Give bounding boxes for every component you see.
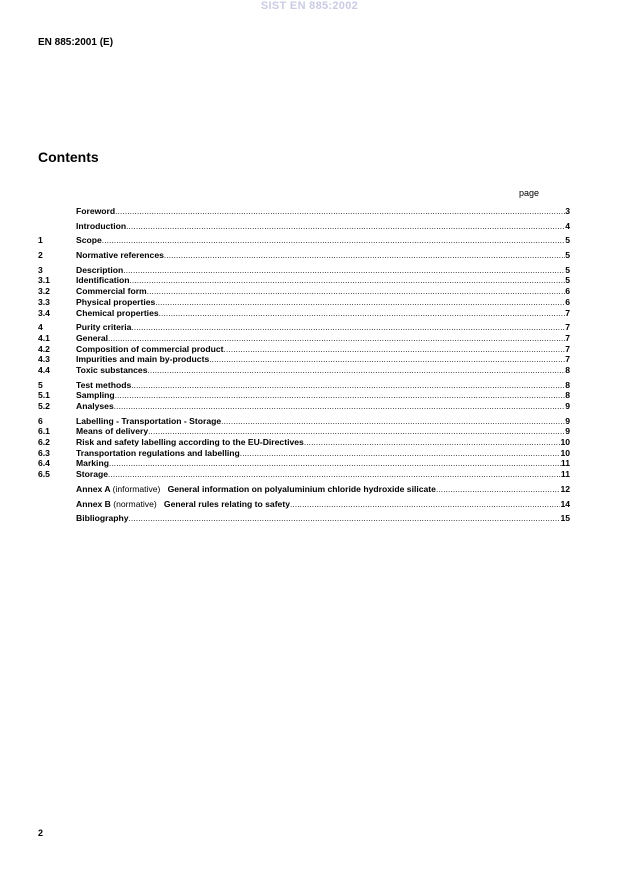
- toc-entry-number: 4.1: [38, 332, 50, 343]
- toc-entry-title: [76, 344, 224, 354]
- toc-leader-dots: [108, 334, 565, 343]
- toc-group: [38, 206, 570, 217]
- toc-entry-title: [76, 365, 147, 375]
- toc-entry-title: [76, 322, 131, 332]
- toc-entry-number: 3.2: [38, 286, 50, 297]
- toc-leader-dots: [221, 417, 565, 426]
- toc-entry-annex-title: General rules relating to safety: [163, 498, 290, 509]
- toc-entry[interactable]: [38, 499, 570, 510]
- toc-entry-title-text: Annex A: [76, 483, 111, 494]
- toc-leader-dots: [109, 459, 561, 468]
- toc-entry-annex-title: General information on polyaluminium chloride hydroxide silicate: [167, 483, 436, 494]
- watermark: SIST EN 885:2002: [260, 0, 359, 12]
- toc-entry[interactable]: [38, 513, 570, 524]
- toc-entry-title-text: Toxic substances: [76, 364, 148, 375]
- toc-entry[interactable]: [38, 365, 570, 376]
- toc-entry[interactable]: [38, 265, 570, 276]
- toc-entry-title-text: Identification: [76, 275, 130, 286]
- toc-leader-dots: [290, 500, 560, 509]
- toc-entry-title-text: Foreword: [76, 206, 116, 216]
- toc-entry-title-text: Marking: [76, 458, 109, 469]
- toc-entry[interactable]: [38, 484, 570, 495]
- toc-leader-dots: [147, 287, 566, 296]
- toc-entry-page: 6: [565, 296, 570, 307]
- toc-entry-title: [76, 426, 148, 436]
- toc-entry-title-text: Purity criteria: [76, 322, 132, 333]
- toc-group: [38, 484, 570, 495]
- toc-entry-annex-type: (informative): [112, 483, 161, 494]
- table-of-contents: [38, 206, 570, 528]
- toc-entry-title: [76, 513, 129, 523]
- toc-entry[interactable]: [38, 206, 570, 217]
- toc-entry-page: 8: [565, 379, 570, 390]
- toc-entry-page: 3: [565, 206, 570, 216]
- toc-entry[interactable]: [38, 426, 570, 437]
- toc-entry[interactable]: [38, 344, 570, 355]
- page-column-label: page: [519, 188, 540, 198]
- toc-entry-number: 6.5: [38, 469, 50, 480]
- toc-leader-dots: [129, 276, 565, 285]
- toc-entry[interactable]: [38, 297, 570, 308]
- toc-entry-number: 3.1: [38, 275, 50, 286]
- toc-group: [38, 380, 570, 412]
- toc-entry-page: 7: [565, 354, 570, 365]
- toc-entry[interactable]: [38, 390, 570, 401]
- toc-entry-page: 12: [560, 483, 570, 494]
- toc-entry-number: 4.2: [38, 343, 50, 354]
- toc-entry-title: [76, 354, 209, 364]
- toc-entry-page: 8: [565, 390, 570, 401]
- toc-leader-dots: [131, 381, 565, 390]
- toc-entry-page: 7: [565, 307, 570, 318]
- toc-leader-dots: [126, 222, 565, 231]
- toc-entry[interactable]: [38, 221, 570, 232]
- toc-entry-page: 5: [565, 235, 570, 246]
- toc-leader-dots: [131, 323, 565, 332]
- toc-group: [38, 221, 570, 232]
- toc-entry-title: [76, 275, 129, 285]
- toc-entry-title-text: Labelling - Transportation - Storage: [76, 415, 222, 426]
- toc-leader-dots: [209, 355, 565, 364]
- toc-entry-title-text: Means of delivery: [76, 426, 149, 437]
- toc-entry-page: 9: [565, 426, 570, 437]
- toc-entry-page: 7: [565, 322, 570, 333]
- toc-entry-title-text: Physical properties: [76, 296, 156, 307]
- toc-group: [38, 416, 570, 480]
- toc-entry[interactable]: [38, 308, 570, 319]
- toc-entry-title: [76, 221, 126, 231]
- toc-group: [38, 235, 570, 246]
- toc-entry-number: 6.1: [38, 426, 50, 437]
- toc-entry[interactable]: [38, 416, 570, 427]
- toc-entry-title: [76, 308, 159, 318]
- toc-leader-dots: [224, 345, 566, 354]
- toc-entry-page: 7: [565, 332, 570, 343]
- toc-entry-number: 3: [38, 264, 43, 275]
- toc-entry-page: 11: [560, 458, 570, 469]
- toc-entry-title: [76, 437, 304, 447]
- toc-entry-page: 9: [565, 415, 570, 426]
- toc-entry-page: 15: [560, 513, 570, 524]
- toc-entry-number: 2: [38, 250, 43, 261]
- toc-entry-title-text: Normative references: [76, 250, 164, 261]
- toc-entry-title: [76, 484, 436, 494]
- toc-leader-dots: [123, 266, 565, 275]
- page-number: 2: [38, 828, 44, 838]
- toc-entry-page: 11: [560, 469, 570, 480]
- toc-group: [38, 322, 570, 375]
- toc-leader-dots: [436, 485, 561, 494]
- toc-entry-title-text: General: [76, 332, 109, 343]
- toc-entry-page: 4: [565, 220, 570, 231]
- toc-entry-title-text: Description: [76, 264, 124, 275]
- toc-leader-dots: [115, 207, 565, 216]
- toc-entry-number: 4.3: [38, 354, 50, 365]
- toc-entry-page: 9: [565, 401, 570, 411]
- toc-entry[interactable]: [38, 275, 570, 286]
- toc-entry-title: [76, 286, 147, 296]
- toc-entry-page: 10: [560, 447, 570, 458]
- toc-entry-title: [76, 499, 290, 509]
- toc-entry-title: [76, 401, 114, 411]
- toc-entry-title: [76, 458, 109, 468]
- toc-group: [38, 265, 570, 318]
- toc-group: [38, 499, 570, 510]
- toc-leader-dots: [304, 438, 561, 447]
- toc-entry-number: 6.3: [38, 447, 50, 458]
- toc-leader-dots: [129, 514, 561, 523]
- toc-entry-number: 6.2: [38, 437, 50, 448]
- toc-entry[interactable]: [38, 235, 570, 246]
- toc-entry-title: [76, 390, 115, 400]
- toc-entry-title-text: Commercial form: [76, 286, 147, 297]
- toc-entry-title: [76, 250, 164, 260]
- toc-entry-number: 5: [38, 379, 43, 390]
- contents-heading: Contents: [38, 149, 99, 165]
- toc-entry-title-text: Analyses: [76, 401, 114, 411]
- toc-entry-title-text: Test methods: [76, 379, 132, 390]
- toc-entry-title: [76, 416, 221, 426]
- toc-entry[interactable]: [38, 380, 570, 391]
- toc-leader-dots: [164, 251, 565, 260]
- toc-entry-title-text: Scope: [76, 235, 102, 246]
- toc-entry[interactable]: [38, 322, 570, 333]
- toc-entry-number: 4: [38, 322, 43, 333]
- toc-entry-title-text: Sampling: [76, 390, 115, 401]
- toc-entry-page: 5: [565, 264, 570, 275]
- toc-entry-page: 5: [565, 250, 570, 261]
- toc-entry-number: 4.4: [38, 364, 50, 375]
- toc-entry-number: 3.3: [38, 296, 50, 307]
- toc-entry[interactable]: [38, 250, 570, 261]
- toc-entry-title-text: Bibliography: [76, 513, 129, 524]
- toc-entry-page: 8: [565, 364, 570, 375]
- toc-entry[interactable]: [38, 437, 570, 448]
- toc-entry-title: [76, 235, 102, 245]
- toc-entry[interactable]: [38, 458, 570, 469]
- toc-entry[interactable]: [38, 286, 570, 297]
- toc-entry-title-text: Introduction: [76, 220, 127, 231]
- toc-entry-page: 10: [560, 437, 570, 448]
- toc-entry-page: 6: [565, 286, 570, 297]
- toc-leader-dots: [240, 449, 561, 458]
- toc-entry-title-text: Transportation regulations and labelling: [76, 447, 240, 458]
- toc-entry-title: [76, 297, 155, 307]
- toc-entry-annex-type: (normative): [113, 498, 157, 509]
- toc-leader-dots: [108, 470, 561, 479]
- toc-entry-page: 7: [565, 343, 570, 354]
- toc-entry-title: [76, 265, 123, 275]
- toc-entry-number: 3.4: [38, 307, 50, 318]
- toc-entry-page: 14: [560, 498, 570, 509]
- toc-entry-title: [76, 448, 240, 458]
- toc-entry-title-text: Chemical properties: [76, 307, 159, 318]
- toc-leader-dots: [102, 236, 565, 245]
- toc-entry-title-text: Storage: [76, 469, 108, 480]
- toc-leader-dots: [114, 402, 565, 411]
- toc-entry-number: 5.1: [38, 390, 50, 401]
- toc-entry[interactable]: [38, 333, 570, 344]
- toc-leader-dots: [155, 298, 565, 307]
- toc-entry[interactable]: [38, 469, 570, 480]
- document-id: EN 885:2001 (E): [38, 37, 114, 48]
- toc-entry-number: 1: [38, 235, 43, 246]
- toc-group: [38, 513, 570, 524]
- toc-leader-dots: [159, 309, 566, 318]
- toc-entry-title-text: Impurities and main by-products: [76, 354, 210, 365]
- toc-entry-number: 5.2: [38, 401, 50, 411]
- toc-entry-title-text: Composition of commercial product: [76, 343, 224, 354]
- toc-entry-title: [76, 333, 108, 343]
- toc-leader-dots: [148, 427, 565, 436]
- toc-entry-title: [76, 380, 131, 390]
- toc-group: [38, 250, 570, 261]
- toc-leader-dots: [147, 366, 565, 375]
- toc-leader-dots: [115, 391, 566, 400]
- toc-entry[interactable]: [38, 354, 570, 365]
- toc-entry-page: 5: [565, 275, 570, 286]
- toc-entry-number: 6: [38, 415, 43, 426]
- toc-entry[interactable]: [38, 448, 570, 459]
- toc-entry-title-text: Annex B: [76, 498, 111, 509]
- toc-entry[interactable]: [38, 401, 570, 412]
- toc-entry-title-text: Risk and safety labelling according to the EU-Directives: [76, 437, 304, 448]
- toc-entry-title: [76, 206, 115, 216]
- toc-entry-number: 6.4: [38, 458, 50, 469]
- toc-entry-title: [76, 469, 108, 479]
